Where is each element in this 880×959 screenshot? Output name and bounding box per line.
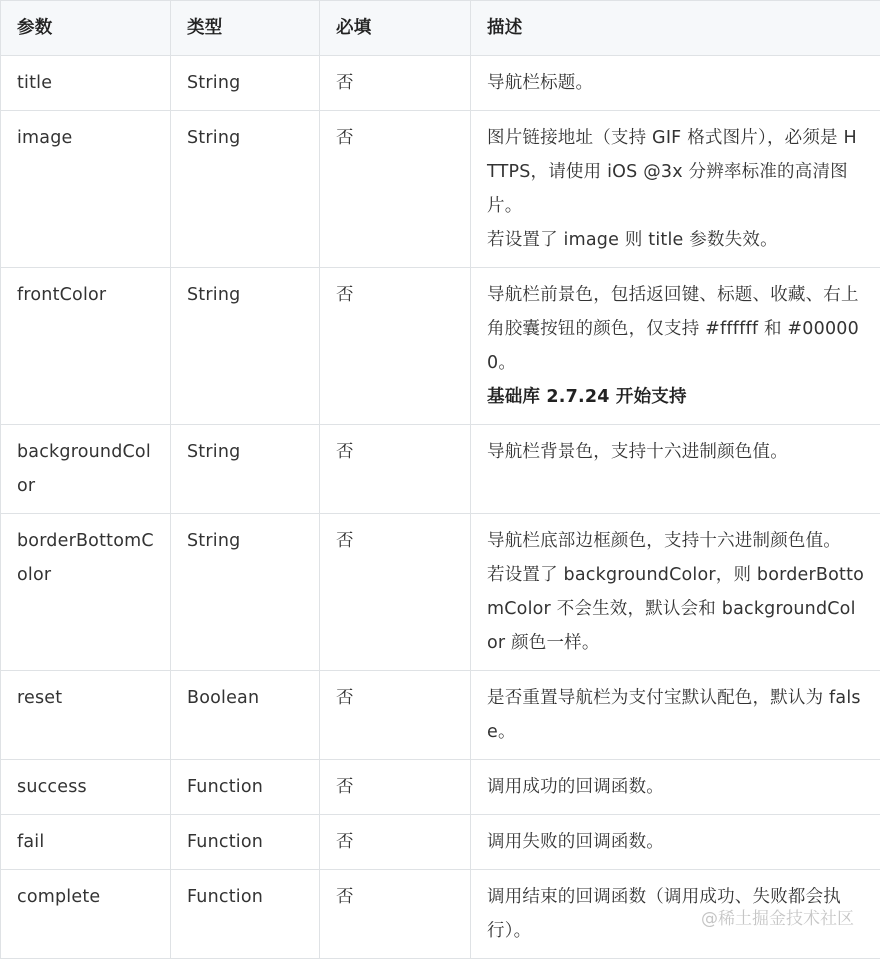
description-line: 导航栏底部边框颜色，支持十六进制颜色值。	[487, 524, 866, 558]
type-cell: String	[171, 56, 320, 111]
param-cell: backgroundColor	[1, 425, 171, 514]
description-line: 导航栏标题。	[487, 66, 866, 100]
description-line: 导航栏背景色，支持十六进制颜色值。	[487, 435, 866, 469]
description-cell	[471, 514, 880, 671]
table-row	[1, 815, 880, 870]
header-param: 参数	[1, 1, 171, 56]
description-line: 导航栏前景色，包括返回键、标题、收藏、右上角胶囊按钮的颜色，仅支持 #ffffff 和 #000000。	[487, 278, 866, 380]
type-cell: Function	[171, 760, 320, 815]
description-cell	[471, 268, 880, 425]
table-row	[1, 425, 880, 514]
table-header	[1, 1, 880, 56]
type-cell: String	[171, 514, 320, 671]
table-row	[1, 760, 880, 815]
type-cell: String	[171, 111, 320, 268]
description-note-bold: 基础库 2.7.24 开始支持	[487, 380, 866, 414]
param-cell: title	[1, 56, 171, 111]
description-line: 若设置了 backgroundColor，则 borderBottomColor 不会生效，默认会和 backgroundColor 颜色一样。	[487, 558, 866, 660]
required-cell: 否	[320, 425, 471, 514]
param-cell: complete	[1, 870, 171, 959]
type-cell: Function	[171, 815, 320, 870]
description-line: 图片链接地址（支持 GIF 格式图片），必须是 HTTPS，请使用 iOS @3x 分辨率标准的高清图片。	[487, 121, 866, 223]
description-cell	[471, 56, 880, 111]
table-body	[1, 56, 880, 959]
type-cell: String	[171, 268, 320, 425]
param-cell: success	[1, 760, 171, 815]
description-line: 调用成功的回调函数。	[487, 770, 866, 804]
header-required: 必填	[320, 1, 471, 56]
table-row	[1, 671, 880, 760]
description-cell	[471, 870, 880, 959]
description-line: 调用失败的回调函数。	[487, 825, 866, 859]
type-cell: Function	[171, 870, 320, 959]
required-cell: 否	[320, 671, 471, 760]
type-cell: Boolean	[171, 671, 320, 760]
required-cell: 否	[320, 870, 471, 959]
header-type: 类型	[171, 1, 320, 56]
table-row	[1, 870, 880, 959]
type-cell: String	[171, 425, 320, 514]
table-row	[1, 268, 880, 425]
description-line: 若设置了 image 则 title 参数失效。	[487, 223, 866, 257]
description-line: 是否重置导航栏为支付宝默认配色，默认为 false。	[487, 681, 866, 749]
required-cell: 否	[320, 760, 471, 815]
param-cell: borderBottomColor	[1, 514, 171, 671]
header-description: 描述	[471, 1, 880, 56]
description-cell	[471, 425, 880, 514]
param-cell: fail	[1, 815, 171, 870]
param-cell: frontColor	[1, 268, 171, 425]
required-cell: 否	[320, 268, 471, 425]
param-cell: image	[1, 111, 171, 268]
description-cell	[471, 111, 880, 268]
description-line: 调用结束的回调函数（调用成功、失败都会执行）。	[487, 880, 866, 948]
description-cell	[471, 815, 880, 870]
table-row	[1, 56, 880, 111]
param-cell: reset	[1, 671, 171, 760]
description-cell	[471, 671, 880, 760]
table-row	[1, 514, 880, 671]
header-row	[1, 1, 880, 56]
required-cell: 否	[320, 111, 471, 268]
required-cell: 否	[320, 815, 471, 870]
table-row	[1, 111, 880, 268]
required-cell: 否	[320, 56, 471, 111]
required-cell: 否	[320, 514, 471, 671]
watermark: @稀土掘金技术社区	[701, 904, 854, 929]
description-cell	[471, 760, 880, 815]
